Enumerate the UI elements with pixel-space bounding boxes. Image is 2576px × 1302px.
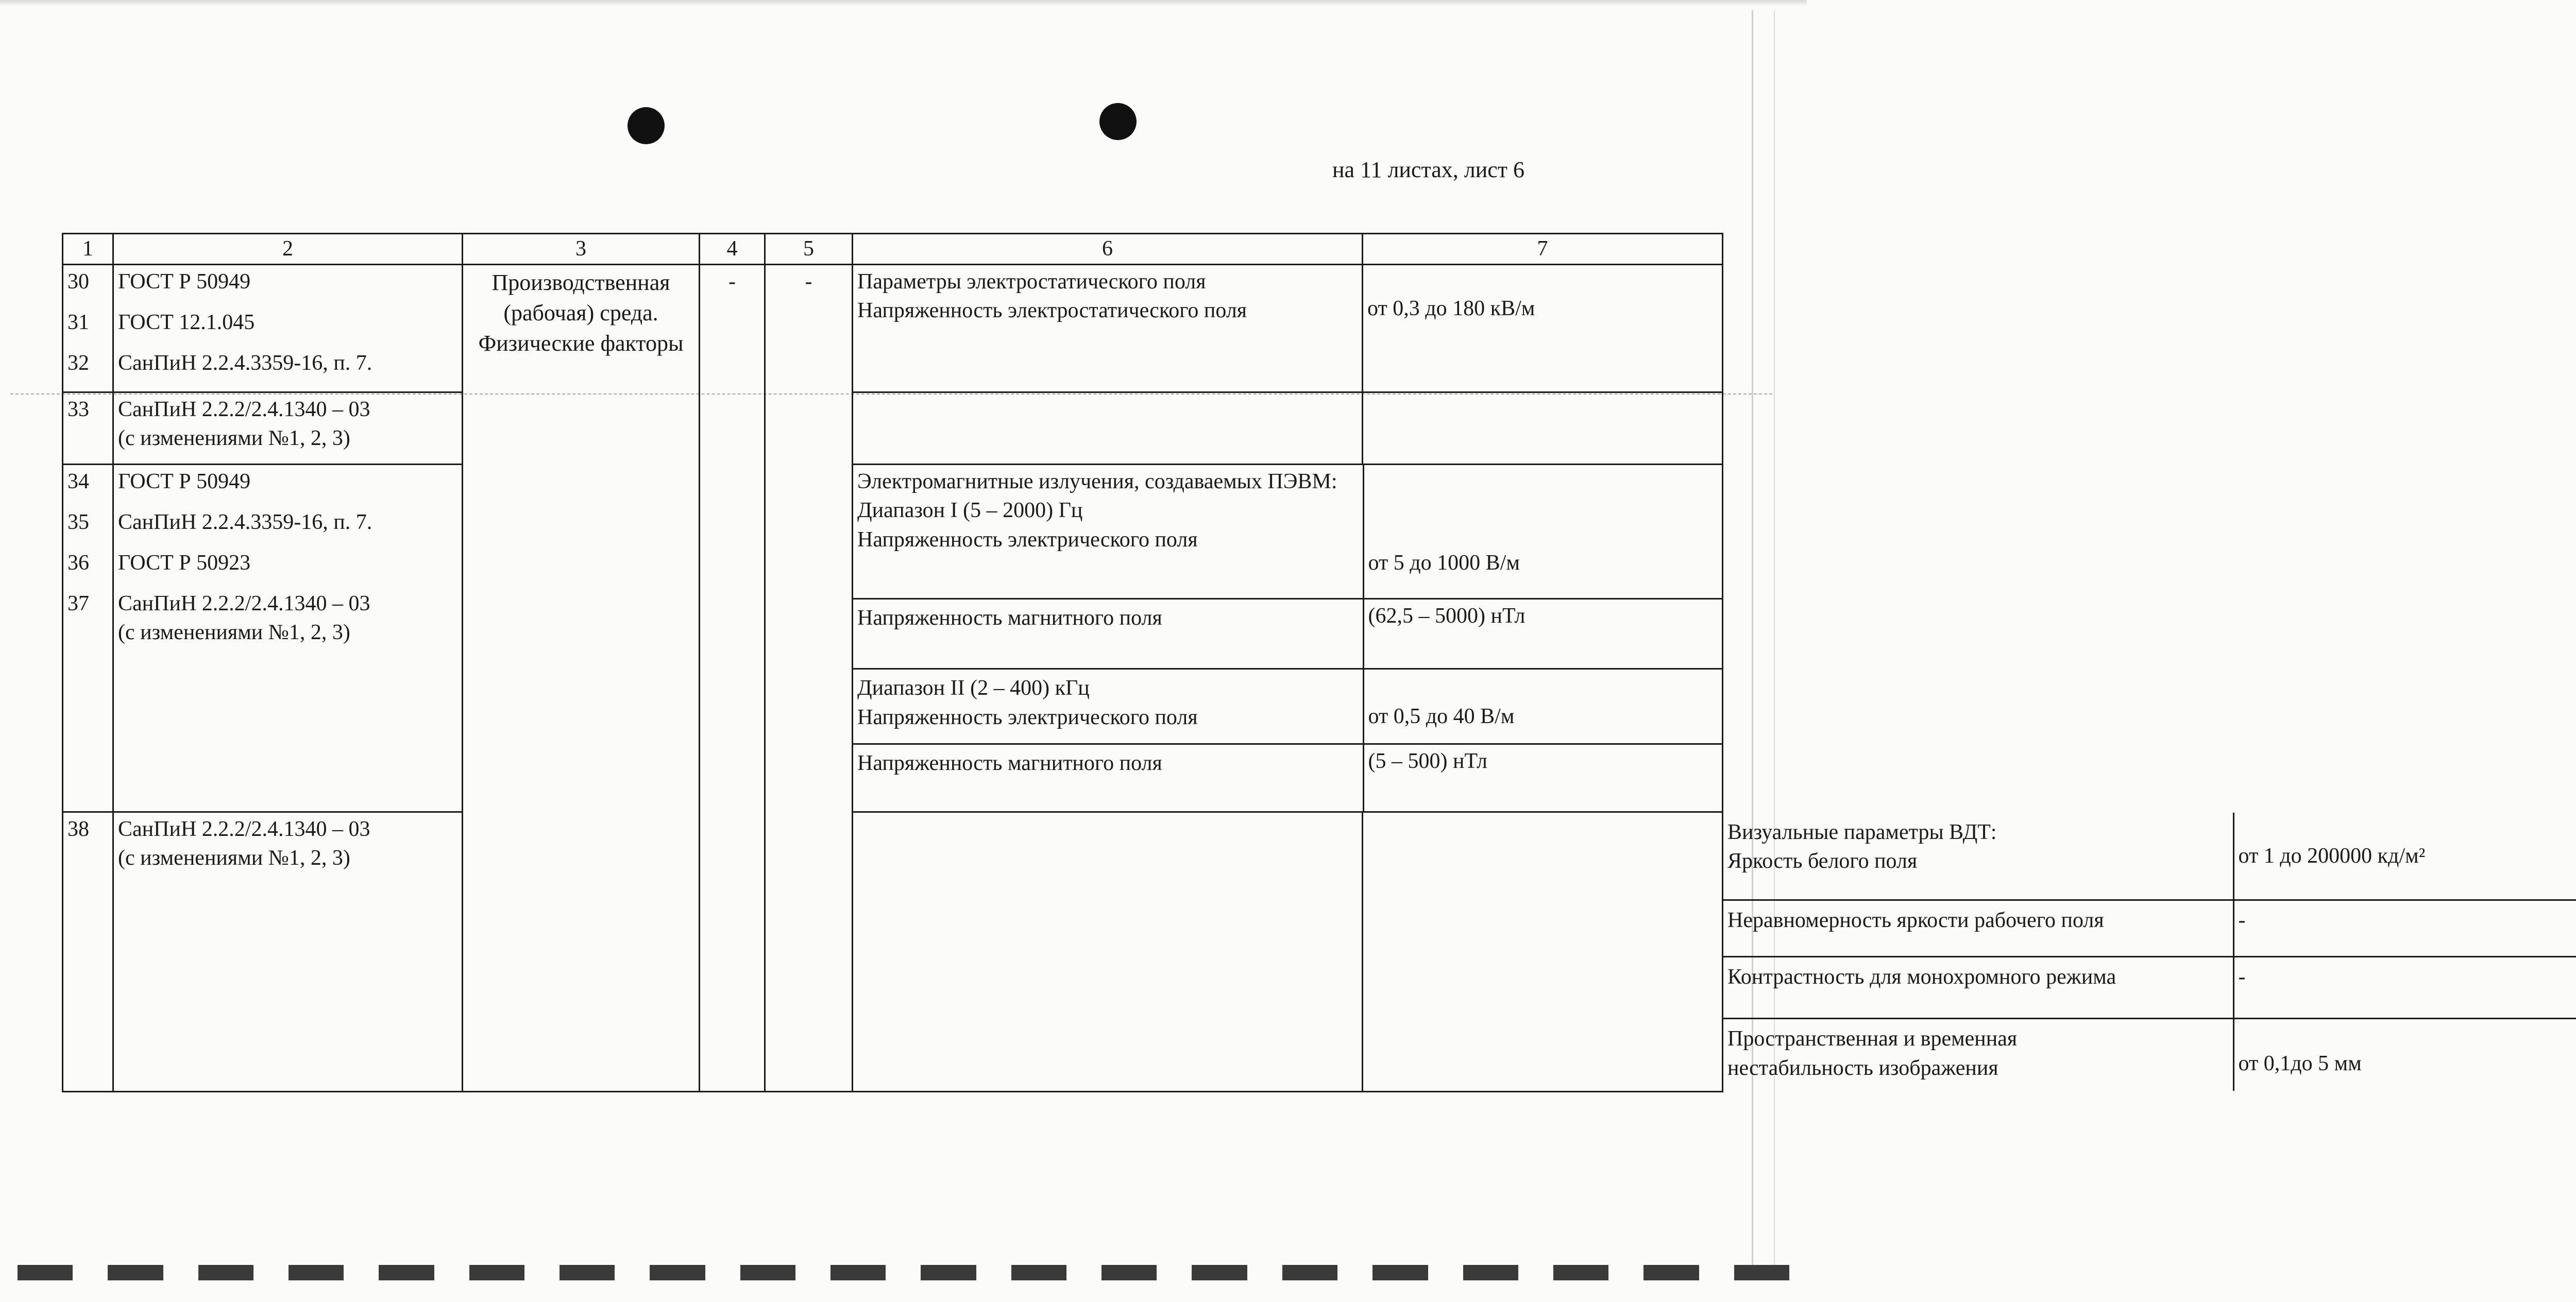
range-cell: от 0,3 до 180 кВ/м — [1363, 264, 1723, 392]
header-col-2: 2 — [113, 234, 463, 265]
param-label: Электромагнитные излучения, создаваемых ПЭВМ: Диапазон I (5 – 2000) Гц Напряженность электрического поля — [853, 465, 1363, 599]
param-label: Пространственная и временная нестабильность изображения — [1723, 1019, 2233, 1091]
table-row — [63, 264, 1723, 392]
row-number: 36 — [67, 551, 89, 575]
doc-ref: ГОСТ 12.1.045 — [118, 310, 255, 334]
param-label: Неравномерность яркости рабочего поля — [1723, 900, 2233, 957]
row-number: 31 — [67, 310, 89, 334]
row-number: 34 — [67, 469, 89, 493]
row-number: 30 — [67, 269, 89, 294]
table-row — [63, 392, 1723, 464]
doc-ref: ГОСТ Р 50949 — [118, 469, 251, 493]
param-cell — [853, 392, 1363, 464]
punch-hole-right — [1099, 103, 1137, 140]
col4-cell: - — [700, 264, 765, 1091]
params-group-c — [853, 464, 1723, 812]
punch-hole-left — [628, 107, 665, 144]
object-cell: Производственная (рабочая) среда. Физические факторы — [463, 264, 700, 1091]
doc-ref: ГОСТ Р 50923 — [118, 551, 251, 575]
param-value: - — [2233, 957, 2576, 1019]
param-label: Контрастность для монохромного режима — [1723, 957, 2233, 1019]
param-label: Диапазон II (2 – 400) кГц Напряженность электрического поля — [853, 669, 1363, 744]
table-row — [63, 464, 1723, 812]
header-col-1: 1 — [63, 234, 113, 265]
param-value: - — [2233, 900, 2576, 957]
object-cell-continued — [853, 812, 1363, 1091]
doc-ref: СанПиН 2.2.2/2.4.1340 – 03 (с изменениями №1, 2, 3) — [118, 591, 370, 645]
doc-ref: СанПиН 2.2.2/2.4.1340 – 03 (с изменениями №1, 2, 3) — [113, 392, 463, 464]
row-number: 35 — [67, 510, 89, 534]
param-value: от 5 до 1000 В/м — [1363, 465, 1723, 599]
param-value: (62,5 – 5000) нТл — [1363, 599, 1723, 669]
doc-ref: СанПиН 2.2.2/2.4.1340 – 03 (с изменениями №1, 2, 3) — [113, 812, 463, 1091]
doc-ref: ГОСТ Р 50949 — [118, 269, 251, 294]
row-numbers-cell — [63, 464, 113, 812]
docs-cell — [113, 264, 463, 392]
range-cell — [1363, 392, 1723, 464]
doc-ref: СанПиН 2.2.4.3359-16, п. 7. — [118, 510, 372, 534]
param-label: Напряженность магнитного поля — [853, 744, 1363, 811]
table-header-row — [63, 234, 1723, 265]
table-row — [63, 812, 1723, 1091]
accreditation-scope-table — [62, 233, 2426, 1092]
row-numbers-cell — [63, 264, 113, 392]
header-col-3: 3 — [463, 234, 700, 265]
docs-cell — [113, 464, 463, 812]
row-number: 33 — [63, 392, 113, 464]
param-value: от 1 до 200000 кд/м² — [2233, 813, 2576, 900]
row-number: 38 — [63, 812, 113, 1091]
param-label: Визуальные параметры ВДТ: Яркость белого поля — [1723, 813, 2233, 900]
scanner-bottom-strip — [0, 1265, 1807, 1283]
param-value: (5 – 500) нТл — [1368, 749, 1487, 774]
param-label: Напряженность магнитного поля — [853, 599, 1363, 669]
sheet-label: на 11 листах, лист 6 — [1332, 157, 1525, 182]
param-value: от 0,1до 5 мм — [2238, 1052, 2362, 1075]
param-cell: Параметры электростатического поля Напряженность электростатического поля — [853, 264, 1363, 392]
header-col-6: 6 — [853, 234, 1363, 265]
row-number: 32 — [67, 351, 89, 375]
row-number: 37 — [67, 591, 89, 615]
col4-cell — [1363, 812, 1723, 1091]
header-col-5: 5 — [765, 234, 853, 265]
doc-ref: СанПиН 2.2.4.3359-16, п. 7. — [118, 351, 372, 375]
page-edge-top — [0, 0, 1807, 6]
header-col-4: 4 — [700, 234, 765, 265]
param-value: от 0,5 до 40 В/м — [1363, 669, 1723, 744]
header-col-7: 7 — [1363, 234, 1723, 265]
col5-cell: - — [765, 264, 853, 1091]
